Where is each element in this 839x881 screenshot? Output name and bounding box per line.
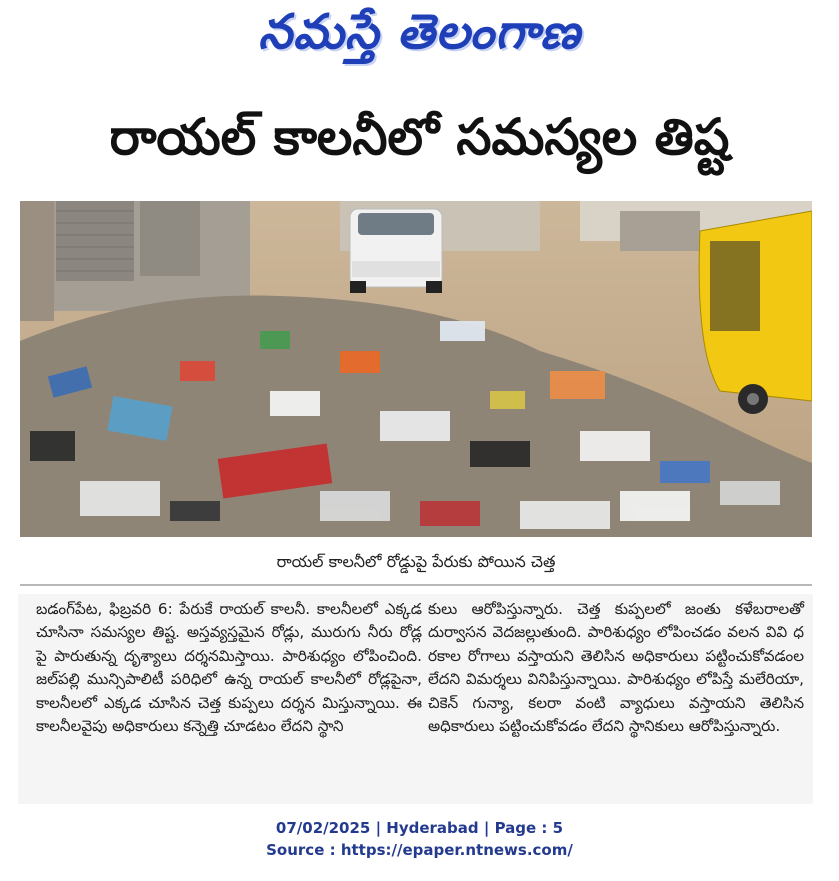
headline-text: రాయల్ కాలనీలో సమస్యల తిష్ట xyxy=(109,108,730,166)
article-column-2: కులు ఆరోపిస్తున్నారు. చెత్త కుప్పలలో జంతు కళేబరాలతో దుర్వాసన వెదజల్లుతుంది. పారిశుధ్యం లోపించడం వలన వివి ధ రకాల రోగాలు వస్తాయని తెలిసిన అధికారులు పట్టించుకోవడంల లేదని విమర్శలు వినిపిస్తున్నాయి. పారిశుధ్యం లోపిస్తే మలేరియా, చికెన్ గున్యా, కలరా వంటి వ్యాధులు వస్తాయని తెలిసిన అధికారులు పట్టించుకోవడం లేదని స్థానికులు ఆరోపిస్తున్నారు. xyxy=(428,600,804,736)
newspaper-masthead xyxy=(0,0,839,80)
page-footer xyxy=(0,817,839,861)
masthead-title: నమస్తే తెలంగాణ xyxy=(258,4,581,60)
footer-source: Source : https://epaper.ntnews.com/ xyxy=(266,841,573,859)
article-body xyxy=(18,594,813,804)
article-column-1: బడంగ్‌పేట, ఫిబ్రవరి 6: పేరుకే రాయల్ కాలనీ. కాలనీలలో ఎక్కడ చూసినా సమస్యల తిష్ట. అస్తవ్యస్తమైన రోడ్లు, మురుగు నీరు రోడ్ల పై పారుతున్న దృశ్యాలు దర్శనమిస్తాయి. పారిశుధ్యం లోపించింది. జల్‌పల్లి మున్సిపాలిటీ పరిధిలో ఉన్న రాయల్ కాలనీలో రోడ్లపైనా, కాలనీలలో ఎక్కడ చూసిన చెత్త కుప్పలు దర్శన మిస్తున్నాయి. ఈ కాలనీలవైపు అధికారులు కన్నెత్తి చూడటం లేదని స్థాని xyxy=(36,600,422,736)
article-headline xyxy=(0,108,839,179)
article-photo xyxy=(20,201,812,537)
garbage-street-photo xyxy=(20,201,812,537)
footer-dateline: 07/02/2025 | Hyderabad | Page : 5 xyxy=(275,819,564,837)
photo-caption-bar xyxy=(20,540,812,586)
photo-caption: రాయల్ కాలనీలో రోడ్డుపై పేరుకు పోయిన చెత్త xyxy=(276,552,556,571)
